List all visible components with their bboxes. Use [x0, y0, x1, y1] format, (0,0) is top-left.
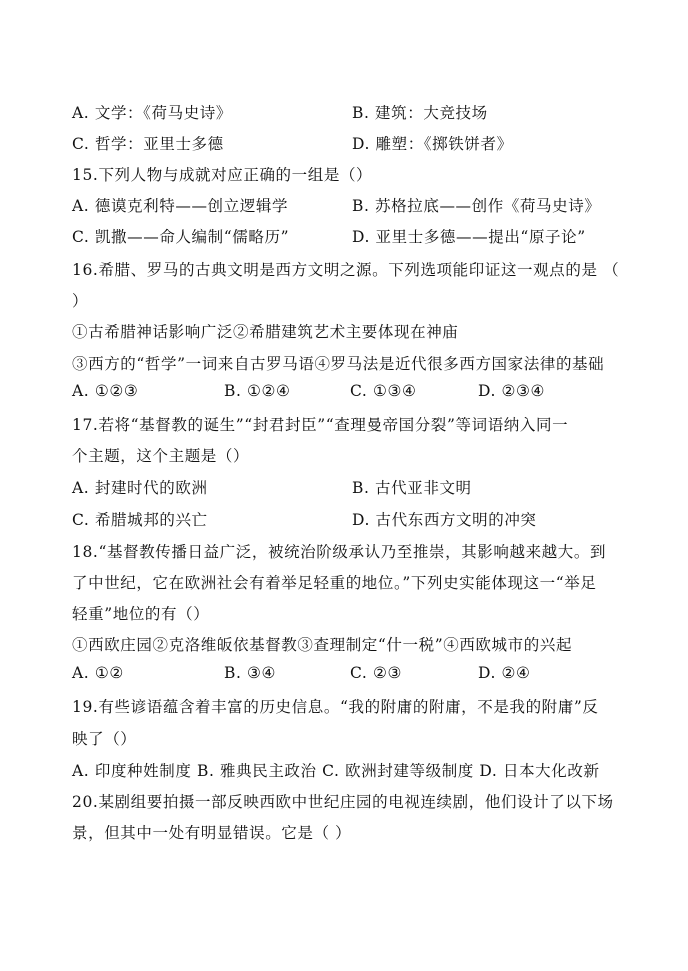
q18-stem-line-1: 18.“基督教传播日益广泛，被统治阶级承认乃至推崇，其影响越来越大。到 — [72, 543, 607, 561]
q15-option-b: B. 苏格拉底——创作《荷马史诗》 — [352, 197, 601, 215]
q14-option-d: D. 雕塑：《掷铁饼者》 — [352, 135, 513, 153]
q19-stem-line-1: 19.有些谚语蕴含着丰富的历史信息。“我的附庸的附庸，不是我的附庸”反 — [72, 698, 599, 716]
q18-option-d: D. ②④ — [478, 664, 531, 682]
q18-stem-line-2: 了中世纪，它在欧洲社会有着举足轻重的地位。”下列史实能体现这一“举足 — [72, 574, 597, 592]
q14-options-row-1 — [72, 101, 632, 123]
q15-option-d: D. 亚里士多德——提出“原子论” — [352, 228, 586, 246]
q15-options-row-2 — [72, 225, 632, 247]
q15-options-row-1 — [72, 194, 632, 216]
q17-stem-line-1: 17.若将“基督教的诞生”“封君封臣”“查理曼帝国分裂”等词语纳入同一 — [72, 416, 569, 434]
q16-option-b: B. ①②④ — [224, 382, 291, 400]
q16-statements-line-2: ③西方的“哲学”一词来自古罗马语④罗马法是近代很多西方国家法律的基础 — [72, 355, 605, 373]
q15-option-a: A. 德谟克利特——创立逻辑学 — [72, 197, 289, 215]
q20-stem-line-1: 20.某剧组要拍摄一部反映西欧中世纪庄园的电视连续剧，他们设计了以下场 — [72, 793, 614, 811]
q17-options-row-1 — [72, 476, 632, 498]
q16-option-d: D. ②③④ — [478, 382, 546, 400]
q16-stem-line-1: 16.希腊、罗马的古典文明是西方文明之源。下列选项能印证这一观点的是 （ — [72, 261, 620, 279]
q18-option-a: A. ①② — [72, 664, 124, 682]
q18-option-c: C. ②③ — [350, 664, 402, 682]
q18-statements: ①西欧庄园②克洛维皈依基督教③查理制定“什一税”④西欧城市的兴起 — [72, 636, 573, 654]
q14-option-a: A. 文学：《荷马史诗》 — [72, 104, 232, 122]
q17-option-b: B. 古代亚非文明 — [352, 479, 472, 497]
q20-stem-line-2: 景，但其中一处有明显错误。它是（ ） — [72, 824, 352, 842]
q15-stem: 15.下列人物与成就对应正确的一组是（） — [72, 166, 373, 184]
q16-statements-line-1: ①古希腊神话影响广泛②希腊建筑艺术主要体现在神庙 — [72, 323, 459, 341]
q17-option-a: A. 封建时代的欧洲 — [72, 479, 208, 497]
q16-options-row — [72, 382, 632, 404]
q15-option-c: C. 凯撒——命人编制“儒略历” — [72, 228, 290, 246]
q14-option-c: C. 哲学：亚里士多德 — [72, 135, 224, 153]
q17-options-row-2 — [72, 508, 632, 530]
q14-options-row-2 — [72, 132, 632, 154]
q19-options: A. 印度种姓制度 B. 雅典民主政治 C. 欧洲封建等级制度 D. 日本大化改新 — [72, 762, 600, 780]
q17-option-c: C. 希腊城邦的兴亡 — [72, 511, 208, 529]
q16-option-a: A. ①②③ — [72, 382, 139, 400]
q18-option-b: B. ③④ — [224, 664, 277, 682]
q18-stem-line-3: 轻重”地位的有（） — [72, 605, 210, 623]
q16-stem-line-2: ） — [72, 292, 89, 310]
q19-stem-line-2: 映了（） — [72, 730, 137, 748]
q17-option-d: D. 古代东西方文明的冲突 — [352, 511, 537, 529]
q17-stem-line-2: 个主题，这个主题是（） — [72, 447, 250, 465]
q16-option-c: C. ①③④ — [350, 382, 417, 400]
q14-option-b: B. 建筑：大竞技场 — [352, 104, 488, 122]
q18-options-row — [72, 664, 632, 686]
